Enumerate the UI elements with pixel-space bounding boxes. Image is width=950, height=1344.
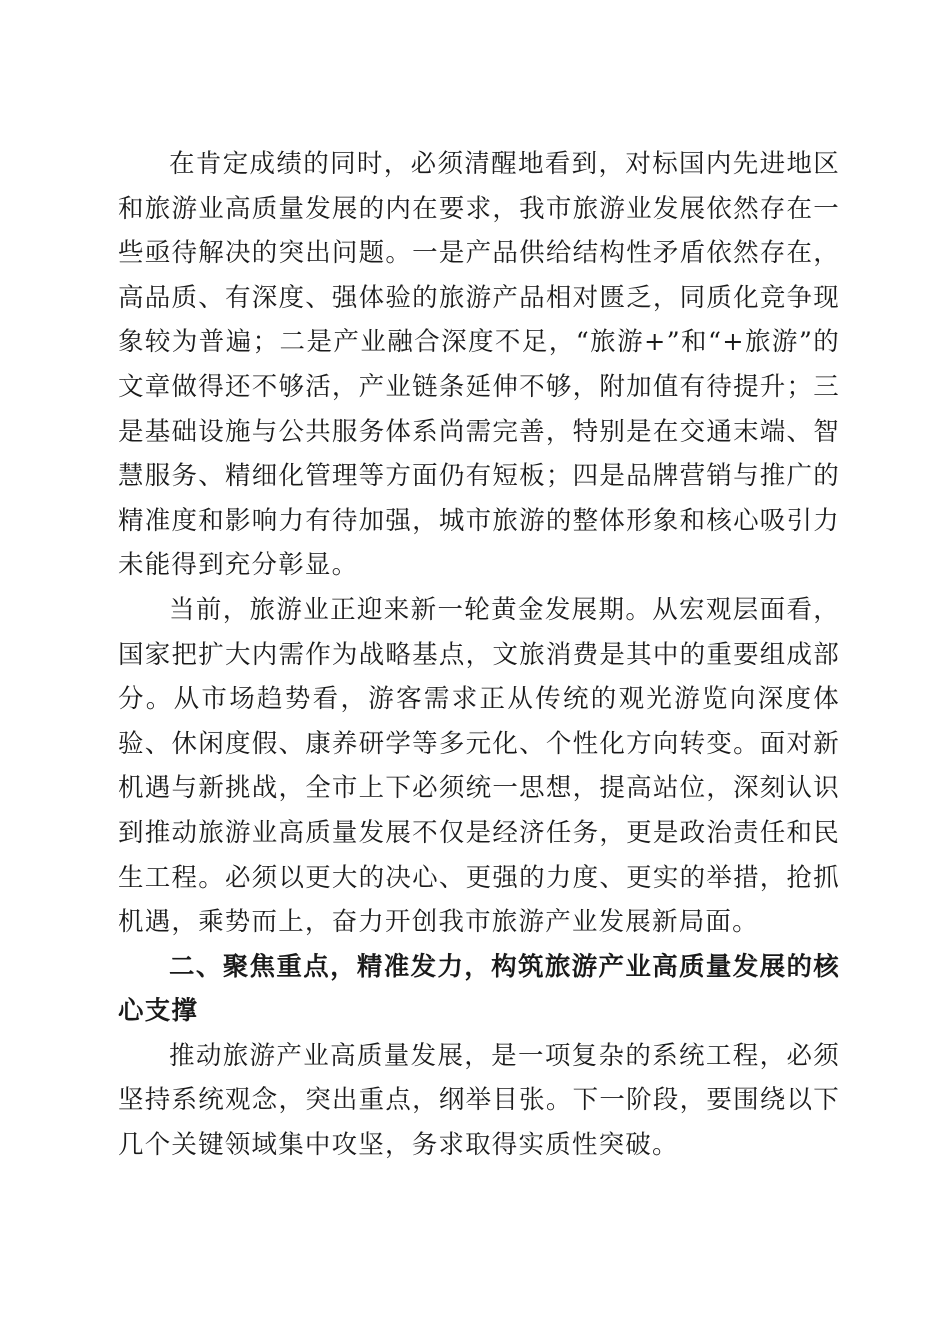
paragraph-key-areas-intro: 推动旅游产业高质量发展，是一项复杂的系统工程，必须坚持系统观念，突出重点，纲举目张。下一阶段，要围绕以下几个关键领域集中攻坚，务求取得实质性突破。 bbox=[118, 1040, 840, 1161]
section-heading-two: 二、聚焦重点，精准发力，构筑旅游产业高质量发展的核心支撑 bbox=[118, 951, 840, 1027]
paragraph-current-problems: 在肯定成绩的同时，必须清醒地看到，对标国内先进地区和旅游业高质量发展的内在要求，我市旅游业发展依然存在一些亟待解决的突出问题。一是产品供给结构性矛盾依然存在，高品质、有深度、强体验的旅游产品相对匮乏，同质化竞争现象较为普遍；二是产业融合深度不足，“旅游+”和“+旅游”的文章做得还不够活，产业链条延伸不够，附加值有待提升；三是基础设施与公共服务体系尚需完善，特别是在交通末端、智慧服务、精细化管理等方面仍有短板；四是品牌营销与推广的精准度和影响力有待加强，城市旅游的整体形象和核心吸引力未能得到充分彰显。 bbox=[118, 149, 840, 581]
paragraph-development-opportunity: 当前，旅游业正迎来新一轮黄金发展期。从宏观层面看，国家把扩大内需作为战略基点，文旅消费是其中的重要组成部分。从市场趋势看，游客需求正从传统的观光游览向深度体验、休闲度假、康养研学等多元化、个性化方向转变。面对新机遇与新挑战，全市上下必须统一思想，提高站位，深刻认识到推动旅游业高质量发展不仅是经济任务，更是政治责任和民生工程。必须以更大的决心、更强的力度、更实的举措，抢抓机遇，乘势而上，奋力开创我市旅游产业发展新局面。 bbox=[118, 594, 840, 938]
document-page bbox=[118, 142, 840, 1168]
